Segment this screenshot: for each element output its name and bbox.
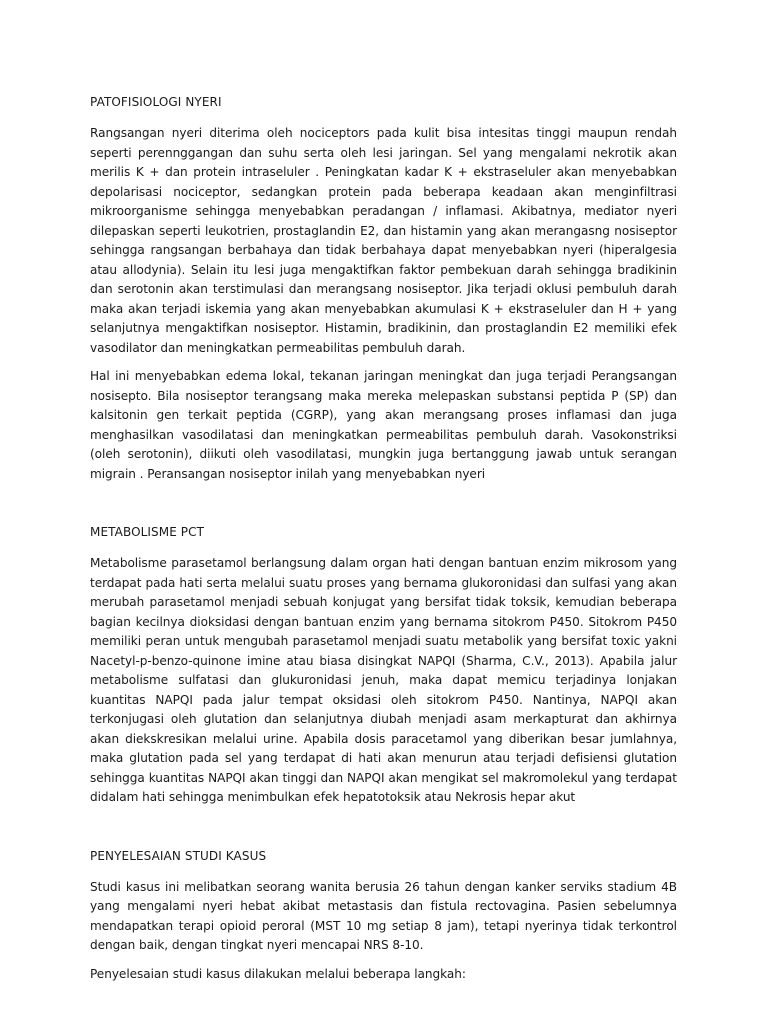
paragraph-metabolisme-1: Metabolisme parasetamol berlangsung dalam organ hati dengan bantuan enzim mikrosom yang terdapat pada hati serta melalui suatu proses yang bernama glukoronidasi dan sulfasi yang akan merubah parasetamol menjadi sebuah konjugat yang bersifat tidak toksik, kemudian beberapa bagian kecilnya dioksidasi dengan bantuan enzim yang bernama sitokrom P450. Sitokrom P450 memiliki peran untuk mengubah parasetamol menjadi suatu metabolik yang bersifat toxic yakni Nacetyl-p-benzo-quinone imine atau biasa disingkat NAPQI (Sharma, C.V., 2013). Apabila jalur metabolisme sulfatasi dan glukuronidasi jenuh, maka dapat memicu terjadinya lonjakan kuantitas NAPQI pada jalur tempat oksidasi oleh sitokrom P450. Nantinya, NAPQI akan terkonjugasi oleh glutation dan selanjutnya diubah menjadi asam merkapturat dan akhirnya akan diekskresikan melalui urine. Apabila dosis paracetamol yang diberikan besar jumlahnya, maka glutation pada sel yang terdapat di hati akan menurun atau terjadi defisiensi glutation sehingga kuantitas NAPQI akan tinggi dan NAPQI akan mengikat sel makromolekul yang terdapat didalam hati sehingga menimbulkan efek hepatotoksik atau Nekrosis hepar akut — [90, 556, 677, 804]
paragraph-studi-kasus-1: Studi kasus ini melibatkan seorang wanita berusia 26 tahun dengan kanker serviks stadium 4B yang mengalami nyeri hebat akibat metastasis dan fistula rectovagina. Pasien sebelumnya mendapatkan terapi opioid peroral (MST 10 mg setiap 8 jam), tetapi nyerinya tidak terkontrol dengan baik, dengan tingkat nyeri mencapai NRS 8-10. — [90, 879, 677, 952]
paragraph-patofisiologi-1: Rangsangan nyeri diterima oleh nociceptors pada kulit bisa intesitas tinggi maupun rendah seperti perennggangan dan suhu serta oleh lesi jaringan. Sel yang mengalami nekrotik akan merilis K + dan protein intraseluler . Peningkatan kadar K + ekstraseluler akan menyebabkan depolarisasi nociceptor, sedangkan protein pada beberapa keadaan akan menginfiltrasi mikroorganisme sehingga menyebabkan peradangan / inflamasi. Akibatnya, mediator nyeri dilepaskan seperti leukotrien, prostaglandin E2, dan histamin yang akan merangasng nosiseptor sehingga rangsangan berbahaya dan tidak berbahaya dapat menyebabkan nyeri (hiperalgesia atau allodynia). Selain itu lesi juga mengaktifkan faktor pembekuan darah sehingga bradikinin dan serotonin akan terstimulasi dan merangsang nosiseptor. Jika terjadi oklusi pembuluh darah maka akan terjadi iskemia yang akan menyebabkan akumulasi K + ekstraseluler dan H + yang selanjutnya mengaktifkan nosiseptor. Histamin, bradikinin, dan prostaglandin E2 memiliki efek vasodilator dan meningkatkan permeabilitas pembuluh darah. — [90, 126, 677, 355]
section-spacer — [90, 493, 677, 523]
section-heading-studi-kasus: PENYELESAIAN STUDI KASUS — [90, 848, 267, 863]
paragraph-patofisiologi-2: Hal ini menyebabkan edema lokal, tekanan jaringan meningkat dan juga terjadi Perangsangan nosisepto. Bila nosiseptor terangsang maka mereka melepaskan substansi peptida P (SP) dan kalsitonin gen terkait peptida (CGRP), yang akan merangsang proses inflamasi dan juga menghasilkan vasodilatasi dan meningkatkan permeabilitas pembuluh darah. Vasokonstriksi (oleh serotonin), diikuti oleh vasodilatasi, mungkin juga bertanggung jawab untuk serangan migrain . Peransangan nosiseptor inilah yang menyebabkan nyeri — [90, 369, 677, 481]
document-page — [90, 93, 677, 993]
paragraph-studi-kasus-2: Penyelesaian studi kasus dilakukan melalui beberapa langkah: — [90, 966, 466, 981]
section-heading-patofisiologi: PATOFISIOLOGI NYERI — [90, 95, 222, 109]
section-heading-metabolisme: METABOLISME PCT — [90, 525, 205, 539]
section-spacer — [90, 817, 677, 847]
